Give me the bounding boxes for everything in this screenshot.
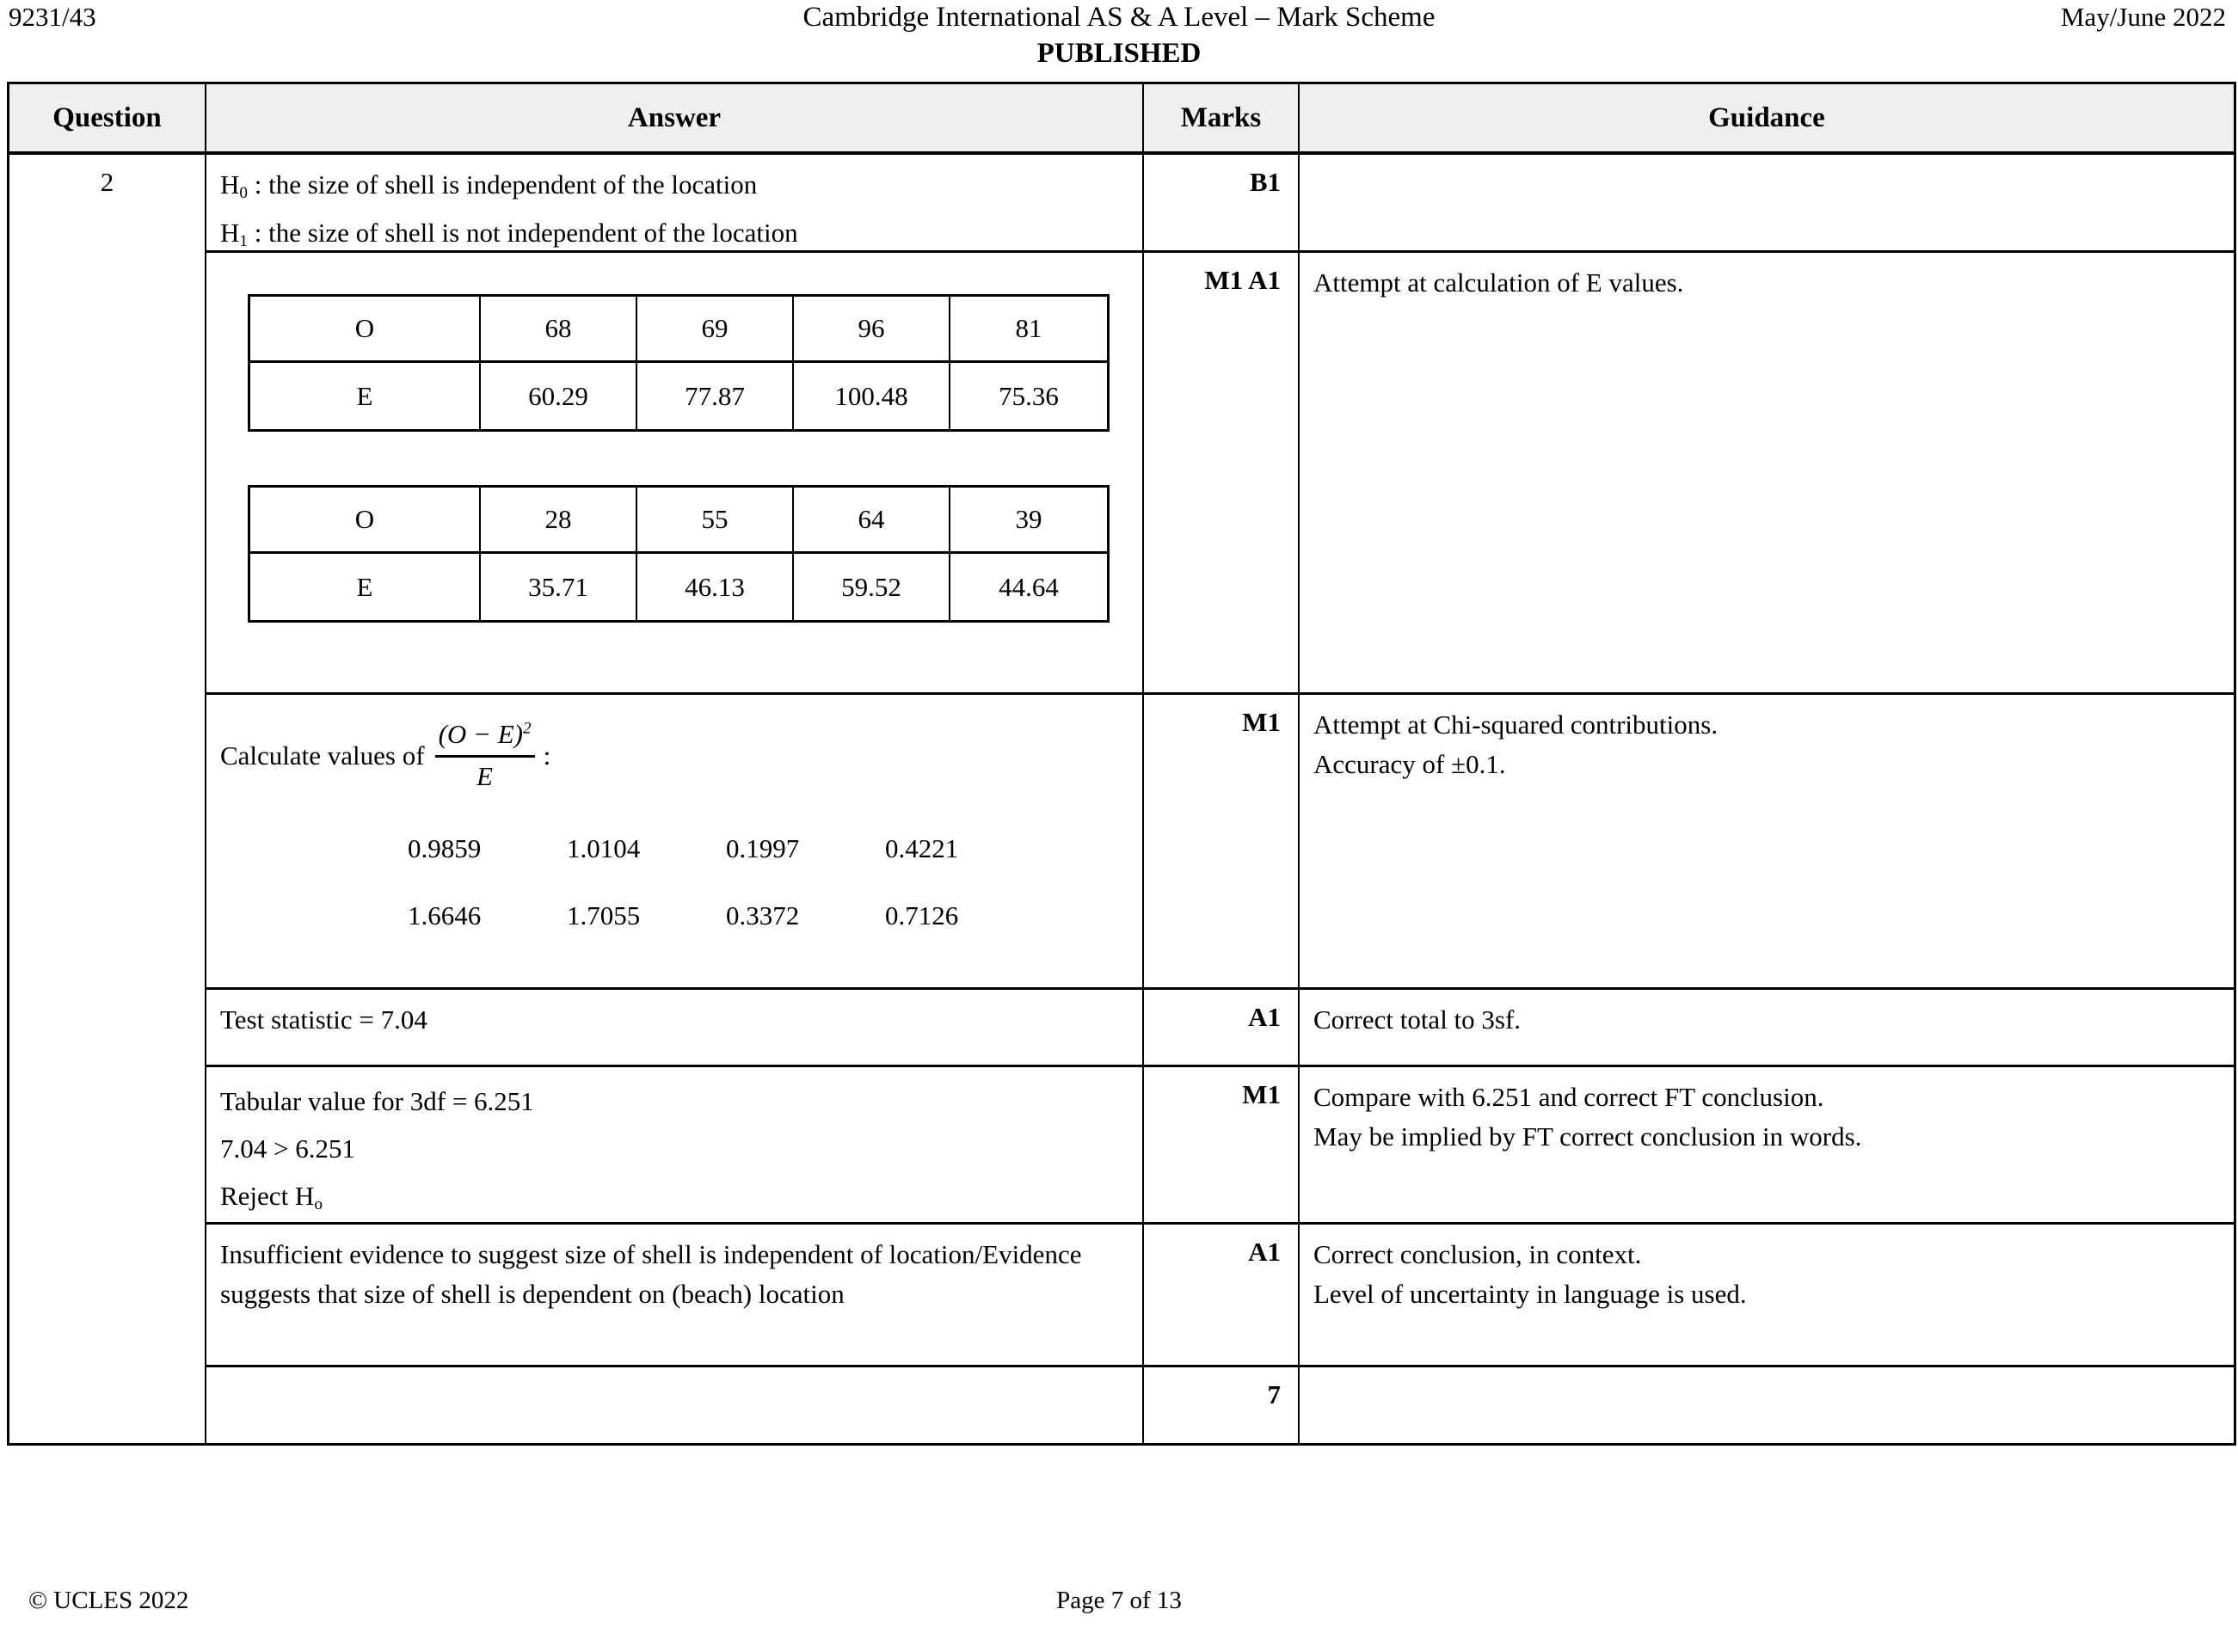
answer-cell-conclusion: Insufficient evidence to suggest size of shell is independent of location/Evidence suggests that size of shell is dependent on (beach) location [206, 1225, 1144, 1367]
guidance-cell-test-statistic: Correct total to 3sf. [1300, 990, 2234, 1067]
table-cell: 46.13 [637, 554, 794, 620]
column-header-answer: Answer [206, 84, 1144, 155]
fraction: $\frac{(O - E)^2}{E}$ [435, 719, 535, 792]
table-cell: 55 [637, 488, 794, 554]
column-header-guidance: Guidance [1300, 84, 2234, 155]
reject-h0-line: Reject $H_o$ [220, 1181, 323, 1213]
answer-cell-contributions [206, 695, 1144, 990]
table-cell: 96 [794, 297, 950, 363]
contribution-values-row-2: 1.6646 1.7055 0.3372 0.7126 [408, 900, 959, 930]
marks-cell-a1-conclusion: A1 [1144, 1225, 1300, 1367]
table-cell: 81 [950, 297, 1107, 363]
table-cell: 60.29 [481, 363, 637, 429]
guidance-cell-contributions: Attempt at Chi-squared contributions. Accuracy of ±0.1. [1300, 695, 2234, 990]
published-label: PUBLISHED [1036, 38, 1202, 69]
h0-subscript: 0 [239, 183, 248, 202]
hypothesis-h1: $H_1$ : the size of shell is not independent of the location [220, 217, 798, 250]
copyright-notice: © UCLES 2022 [28, 1587, 189, 1614]
table-cell: 39 [950, 488, 1107, 554]
table-cell: 59.52 [794, 554, 950, 620]
table-cell: 28 [481, 488, 637, 554]
answer-cell-empty-total [206, 1367, 1144, 1443]
guidance-cell-empty-1 [1300, 155, 2234, 253]
chi-squared-formula: Calculate values of $\frac{(O - E)^2}{E}$ : [220, 719, 551, 791]
answer-cell-hypotheses [206, 155, 1144, 253]
guidance-cell-empty-total [1300, 1367, 2234, 1443]
observed-expected-table-1 [248, 294, 1110, 432]
table-cell: 77.87 [637, 363, 794, 429]
table-cell: E [250, 363, 481, 429]
question-number: 2 [9, 155, 206, 1443]
h-subscript: o [314, 1194, 323, 1213]
table-cell: 68 [481, 297, 637, 363]
observed-expected-table-2 [248, 485, 1110, 623]
h1-subscript: 1 [239, 231, 248, 250]
guidance-cell-critical-value: Compare with 6.251 and correct FT conclusion. May be implied by FT correct conclusion in words. [1300, 1067, 2234, 1225]
marks-cell-a1: A1 [1144, 990, 1300, 1067]
guidance-cell-e-values: Attempt at calculation of E values. [1300, 253, 2234, 695]
table-cell: 75.36 [999, 380, 1059, 411]
table-cell: 64 [794, 488, 950, 554]
table-cell: O [250, 488, 481, 554]
session-date: May/June 2022 [2060, 2, 2226, 32]
mark-scheme-table [7, 82, 2236, 1446]
column-header-question: Question [9, 84, 206, 155]
hypothesis-h0: $H_0$ : the size of shell is independent of the location [220, 169, 758, 202]
column-header-marks: Marks [1144, 84, 1300, 155]
marks-cell-b1: B1 [1144, 155, 1300, 253]
marks-cell-total: 7 [1144, 1367, 1300, 1443]
paper-code: 9231/43 [9, 2, 96, 32]
table-cell: E [250, 554, 481, 620]
table-cell: 69 [637, 297, 794, 363]
table-cell: 44.64 [999, 571, 1059, 602]
answer-cell-critical-value: Tabular value for 3df = 6.251 7.04 > 6.251 Reject $H_o$ [206, 1067, 1144, 1225]
marks-cell-m1-compare: M1 [1144, 1067, 1300, 1225]
guidance-cell-conclusion: Correct conclusion, in context. Level of uncertainty in language is used. [1300, 1225, 2234, 1367]
document-title: Cambridge International AS & A Level – Mark Scheme [802, 2, 1436, 33]
table-cell: O [250, 297, 481, 363]
contribution-values-row-1: 0.9859 1.0104 0.1997 0.4221 [408, 833, 959, 863]
marks-cell-m1a1: M1 A1 [1144, 253, 1300, 695]
marks-cell-m1: M1 [1144, 695, 1300, 990]
answer-cell-test-statistic: Test statistic = 7.04 [206, 990, 1144, 1067]
answer-cell-expected-values [206, 253, 1144, 695]
page-number: Page 7 of 13 [1056, 1587, 1182, 1614]
table-cell: 100.48 [794, 363, 950, 429]
table-cell: 35.71 [481, 554, 637, 620]
